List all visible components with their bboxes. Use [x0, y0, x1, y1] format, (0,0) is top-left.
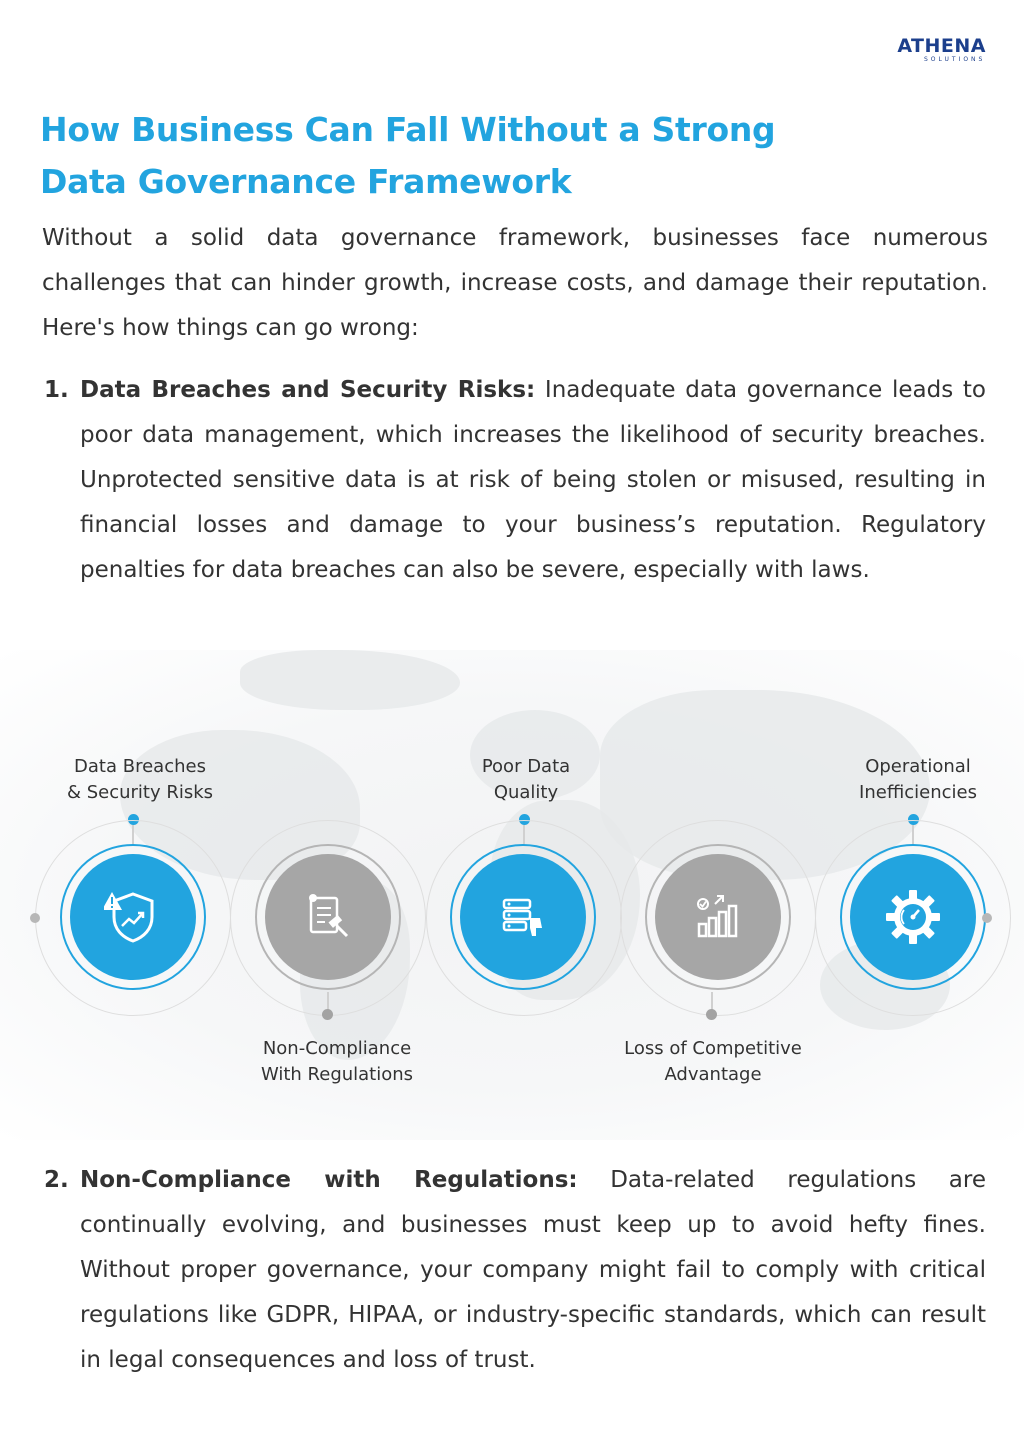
node-ring [645, 844, 791, 990]
list-item-body [80, 368, 986, 593]
node-circle [460, 854, 586, 980]
timeline-start-dot [30, 913, 40, 923]
intro-paragraph: Without a solid data governance framework, businesses face numerous challenges that can hinder growth, increase costs, and damage their reputation. Here's how things can go wrong: [42, 225, 988, 341]
node-label-loss-competitive-advantage: Loss of Competitive Advantage [624, 1038, 802, 1085]
world-map-background [240, 650, 460, 710]
node-ring [255, 844, 401, 990]
list-item-body [80, 1158, 986, 1383]
node-label-non-compliance: Non-Compliance With Regulations [260, 1038, 414, 1085]
connector-dot [322, 1009, 333, 1020]
connector-dot [706, 1009, 717, 1020]
logo-subtitle: SOLUTIONS [923, 56, 986, 63]
athena-logo [897, 36, 986, 64]
bar-chart-icon [689, 888, 747, 946]
node-ring [450, 844, 596, 990]
page-title-line-2: Data Governance Framework [40, 162, 572, 201]
node-circle [265, 854, 391, 980]
node-circle [655, 854, 781, 980]
node-ring [60, 844, 206, 990]
shield-warning-icon [104, 888, 162, 946]
database-thumbs-down-icon [494, 888, 552, 946]
list-item-heading: Data Breaches and Security Risks: [80, 377, 536, 403]
list-item-text: Data-related regulations are continually evolving, and businesses must keep up to avoid hefty fines. Without proper governance, your company might fail to comply with critical regulations like GDPR, HIPAA, or industry-specific standards, which can result in legal consequences and loss of trust. [80, 1167, 986, 1373]
list-item-text: Inadequate data governance leads to poor data management, which increases the likelihood of security breaches. Unprotected sensitive data is at risk of being stolen or misused, resulting in financial losses and damage to your business’s reputation. Regulatory penalties for data breaches can also be severe, especially with laws. [80, 377, 986, 583]
gear-gauge-icon [882, 886, 944, 948]
list-item-data-breaches [44, 368, 986, 593]
list-item-heading: Non-Compliance with Regulations: [80, 1167, 578, 1193]
node-circle [850, 854, 976, 980]
node-circle [70, 854, 196, 980]
page-title [40, 104, 940, 208]
infographic-panel [0, 650, 1024, 1140]
list-item-non-compliance [44, 1158, 986, 1383]
node-label-data-breaches: Data Breaches & Security Risks [66, 756, 214, 803]
logo-wordmark: ATHENA [897, 35, 986, 57]
node-ring [840, 844, 986, 990]
page-title-line-1: How Business Can Fall Without a Strong [40, 110, 776, 149]
legal-document-gavel-icon [299, 888, 357, 946]
node-label-operational-inefficiencies: Operational Inefficiencies [859, 756, 977, 803]
timeline-end-dot [982, 913, 992, 923]
list-item-number: 1. [44, 377, 69, 403]
list-item-number: 2. [44, 1167, 69, 1193]
node-label-poor-data-quality: Poor Data Quality [481, 756, 571, 803]
